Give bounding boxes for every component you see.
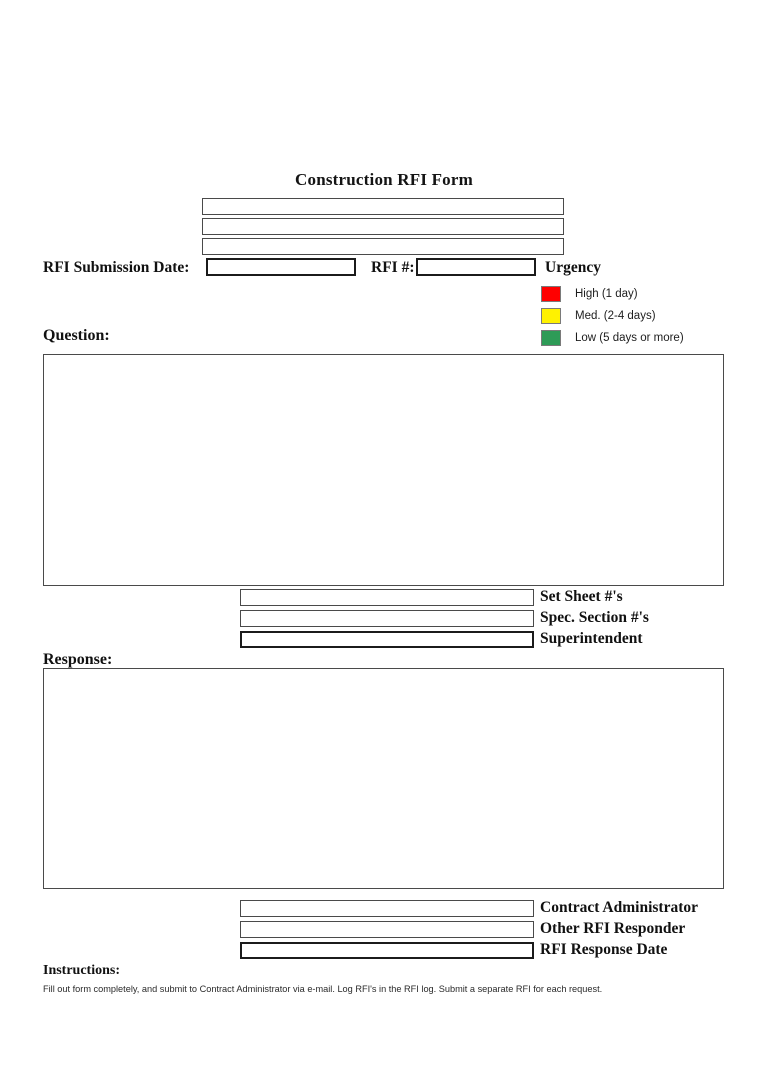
response-label: Response:	[43, 651, 113, 668]
superintendent-input[interactable]	[240, 631, 534, 648]
set-sheet-numbers-input[interactable]	[240, 589, 534, 606]
rfi-submission-date-label: RFI Submission Date:	[43, 259, 190, 276]
urgency-swatch-low-icon	[541, 330, 561, 346]
header-line-1-input[interactable]	[202, 198, 564, 215]
rfi-response-date-input[interactable]	[240, 942, 534, 959]
rfi-number-input[interactable]	[416, 258, 536, 276]
urgency-legend-row-medium	[541, 306, 761, 326]
urgency-legend-label-high: High (1 day)	[575, 288, 638, 300]
spec-section-numbers-input[interactable]	[240, 610, 534, 627]
contract-administrator-label: Contract Administrator	[540, 899, 698, 916]
page-title: Construction RFI Form	[295, 170, 473, 189]
spec-section-numbers-label: Spec. Section #'s	[540, 609, 649, 626]
rfi-submission-date-input[interactable]	[206, 258, 356, 276]
response-textarea[interactable]	[43, 668, 724, 889]
superintendent-label: Superintendent	[540, 630, 643, 647]
urgency-label: Urgency	[545, 259, 601, 276]
urgency-legend-label-medium: Med. (2-4 days)	[575, 310, 656, 322]
other-rfi-responder-input[interactable]	[240, 921, 534, 938]
question-textarea[interactable]	[43, 354, 724, 586]
header-line-3-input[interactable]	[202, 238, 564, 255]
urgency-legend-row-low	[541, 328, 761, 348]
question-label: Question:	[43, 327, 110, 344]
header-line-2-input[interactable]	[202, 218, 564, 235]
urgency-legend	[541, 284, 761, 350]
urgency-swatch-medium-icon	[541, 308, 561, 324]
contract-administrator-input[interactable]	[240, 900, 534, 917]
urgency-swatch-high-icon	[541, 286, 561, 302]
urgency-legend-label-low: Low (5 days or more)	[575, 332, 684, 344]
urgency-legend-row-high	[541, 284, 761, 304]
rfi-number-label: RFI #:	[371, 259, 415, 276]
set-sheet-numbers-label: Set Sheet #'s	[540, 588, 623, 605]
other-rfi-responder-label: Other RFI Responder	[540, 920, 686, 937]
rfi-response-date-label: RFI Response Date	[540, 941, 668, 958]
instructions-text: Fill out form completely, and submit to Contract Administrator via e-mail. Log RFI's in the RFI log. Submit a separate RFI for each request.	[43, 984, 603, 994]
instructions-heading: Instructions:	[43, 963, 121, 978]
